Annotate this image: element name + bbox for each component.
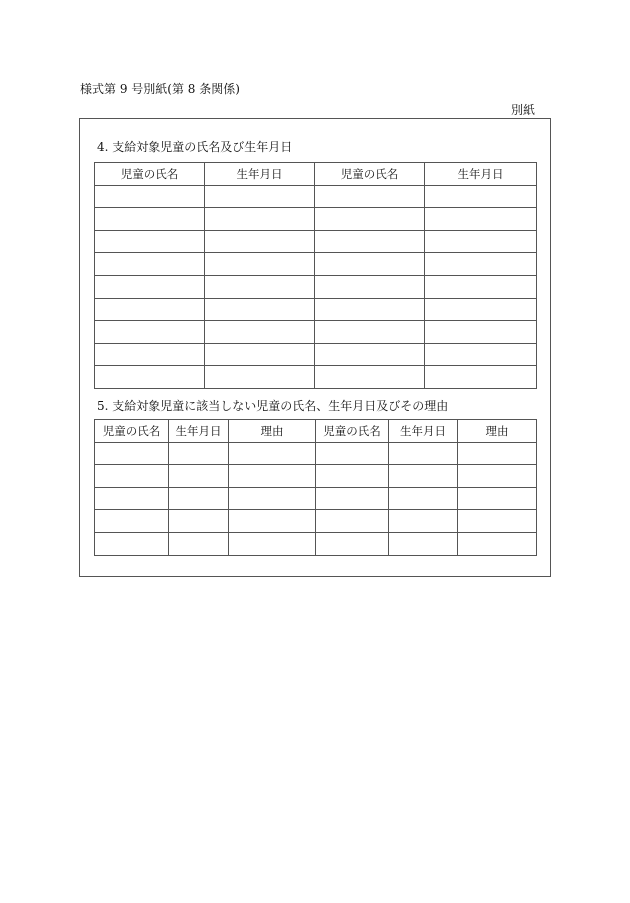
non-eligible-table-header — [95, 420, 537, 443]
blank-cell[interactable] — [205, 275, 315, 298]
column-header-reason: 理由 — [229, 420, 316, 443]
blank-cell[interactable] — [425, 253, 537, 276]
table-row — [95, 487, 537, 510]
blank-cell[interactable] — [229, 442, 316, 465]
blank-cell[interactable] — [95, 442, 169, 465]
blank-cell[interactable] — [95, 208, 205, 231]
blank-cell[interactable] — [205, 185, 315, 208]
blank-cell[interactable] — [315, 321, 425, 344]
table-row — [95, 208, 537, 231]
column-header-birthdate: 生年月日 — [205, 163, 315, 186]
blank-cell[interactable] — [95, 298, 205, 321]
blank-cell[interactable] — [389, 442, 458, 465]
blank-cell[interactable] — [389, 510, 458, 533]
blank-cell[interactable] — [95, 366, 205, 389]
table-row — [95, 230, 537, 253]
blank-cell[interactable] — [458, 510, 537, 533]
blank-cell[interactable] — [389, 532, 458, 555]
blank-cell[interactable] — [205, 366, 315, 389]
blank-cell[interactable] — [315, 366, 425, 389]
blank-cell[interactable] — [315, 208, 425, 231]
blank-cell[interactable] — [425, 185, 537, 208]
blank-cell[interactable] — [95, 253, 205, 276]
blank-cell[interactable] — [425, 321, 537, 344]
blank-cell[interactable] — [389, 465, 458, 488]
blank-cell[interactable] — [389, 487, 458, 510]
table-row — [95, 465, 537, 488]
blank-cell[interactable] — [458, 465, 537, 488]
blank-cell[interactable] — [316, 442, 389, 465]
column-header-child-name: 児童の氏名 — [95, 163, 205, 186]
children-table — [94, 162, 537, 389]
blank-cell[interactable] — [95, 230, 205, 253]
blank-cell[interactable] — [316, 532, 389, 555]
column-header-birthdate: 生年月日 — [389, 420, 458, 443]
table-row — [95, 442, 537, 465]
blank-cell[interactable] — [229, 465, 316, 488]
non-eligible-children-table — [94, 419, 537, 556]
blank-cell[interactable] — [205, 253, 315, 276]
column-header-child-name: 児童の氏名 — [95, 420, 169, 443]
blank-cell[interactable] — [95, 487, 169, 510]
blank-cell[interactable] — [316, 487, 389, 510]
blank-cell[interactable] — [95, 185, 205, 208]
section-5-title: 5. 支給対象児童に該当しない児童の氏名、生年月日及びその理由 — [97, 399, 449, 413]
blank-cell[interactable] — [316, 465, 389, 488]
blank-cell[interactable] — [458, 442, 537, 465]
blank-cell[interactable] — [205, 230, 315, 253]
table-row — [95, 298, 537, 321]
column-header-birthdate: 生年月日 — [169, 420, 229, 443]
blank-cell[interactable] — [169, 532, 229, 555]
blank-cell[interactable] — [95, 532, 169, 555]
blank-cell[interactable] — [458, 532, 537, 555]
blank-cell[interactable] — [169, 487, 229, 510]
blank-cell[interactable] — [205, 298, 315, 321]
blank-cell[interactable] — [458, 487, 537, 510]
blank-cell[interactable] — [205, 343, 315, 366]
blank-cell[interactable] — [425, 298, 537, 321]
blank-cell[interactable] — [315, 298, 425, 321]
blank-cell[interactable] — [315, 275, 425, 298]
table-row — [95, 366, 537, 389]
table-row — [95, 321, 537, 344]
table-row — [95, 275, 537, 298]
blank-cell[interactable] — [95, 321, 205, 344]
blank-cell[interactable] — [169, 510, 229, 533]
blank-cell[interactable] — [205, 321, 315, 344]
column-header-child-name: 児童の氏名 — [315, 163, 425, 186]
table-row — [95, 185, 537, 208]
blank-cell[interactable] — [229, 487, 316, 510]
blank-cell[interactable] — [169, 465, 229, 488]
blank-cell[interactable] — [425, 275, 537, 298]
blank-cell[interactable] — [316, 510, 389, 533]
blank-cell[interactable] — [229, 532, 316, 555]
column-header-child-name: 児童の氏名 — [316, 420, 389, 443]
children-table-header — [95, 163, 537, 186]
blank-cell[interactable] — [169, 442, 229, 465]
column-header-birthdate: 生年月日 — [425, 163, 537, 186]
table-row — [95, 343, 537, 366]
table-row — [95, 510, 537, 533]
column-header-reason: 理由 — [458, 420, 537, 443]
blank-cell[interactable] — [315, 185, 425, 208]
blank-cell[interactable] — [425, 230, 537, 253]
table-row — [95, 253, 537, 276]
blank-cell[interactable] — [425, 208, 537, 231]
section-4-title: 4. 支給対象児童の氏名及び生年月日 — [97, 140, 293, 154]
blank-cell[interactable] — [95, 510, 169, 533]
blank-cell[interactable] — [229, 510, 316, 533]
blank-cell[interactable] — [315, 343, 425, 366]
blank-cell[interactable] — [205, 208, 315, 231]
blank-cell[interactable] — [315, 230, 425, 253]
blank-cell[interactable] — [95, 465, 169, 488]
blank-cell[interactable] — [315, 253, 425, 276]
blank-cell[interactable] — [425, 343, 537, 366]
form-number: 様式第 9 号別紙(第 8 条関係) — [80, 82, 240, 96]
attachment-label: 別紙 — [511, 103, 536, 117]
table-row — [95, 532, 537, 555]
blank-cell[interactable] — [95, 343, 205, 366]
blank-cell[interactable] — [425, 366, 537, 389]
blank-cell[interactable] — [95, 275, 205, 298]
